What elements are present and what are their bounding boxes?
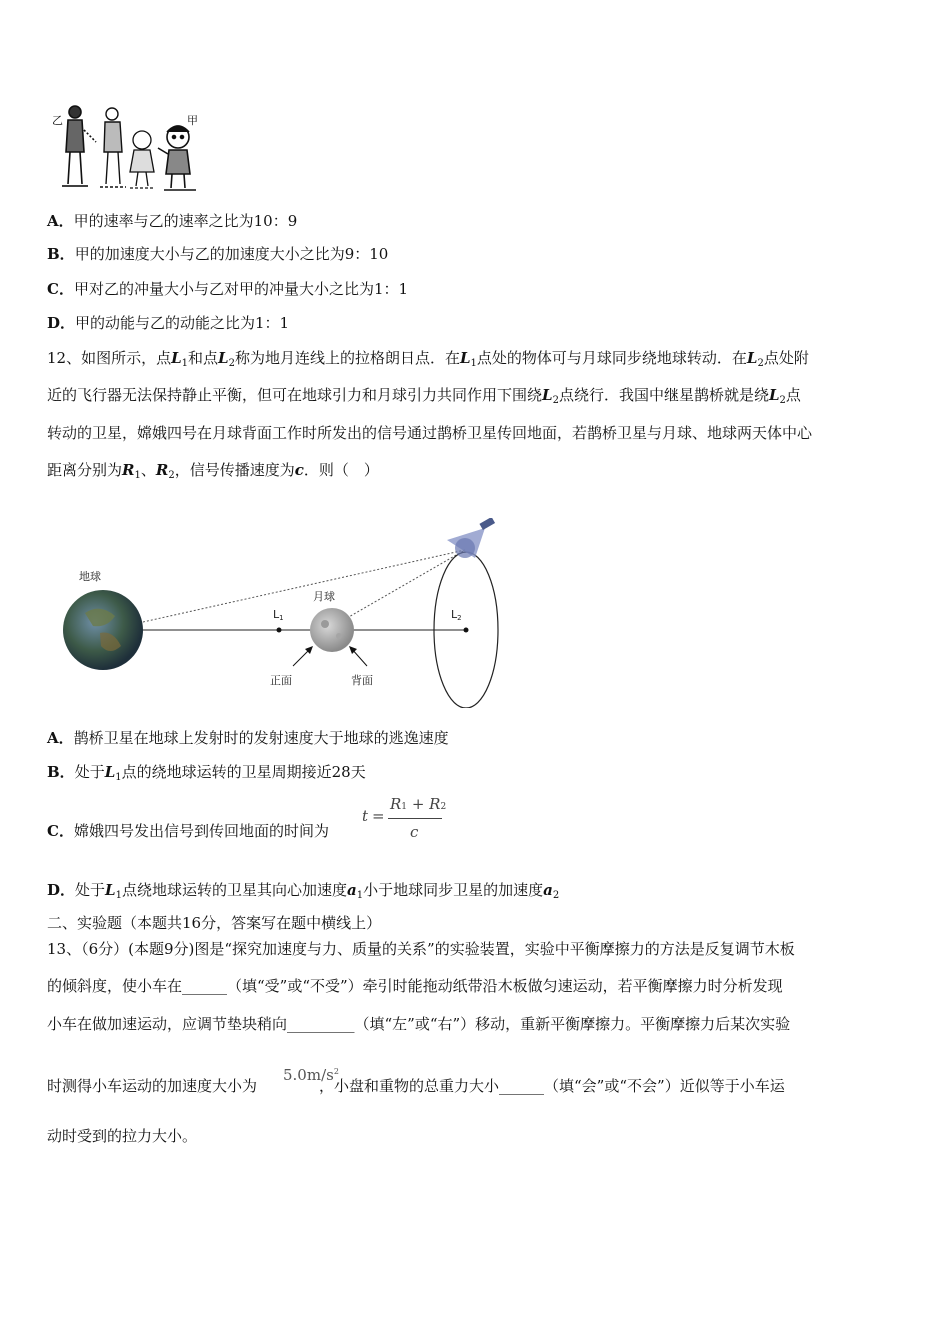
l1-label: L1 xyxy=(273,608,284,622)
q13-line3: 小车在做加速运动，应调节垫块稍向_________（填“左”或“右”）移动，重新平衡摩擦力。平衡摩擦力后某次实验 xyxy=(47,1015,791,1033)
acceleration-value: $5.0m/s^2$ xyxy=(283,1066,339,1084)
front-label: 正面 xyxy=(270,674,292,687)
l1-point xyxy=(277,628,282,633)
q12-stem-line3: 转动的卫星，嫦娥四号在月球背面工作时所发出的信号通过鹊桥卫星传回地面，若鹊桥卫星与月球、地球两天体中心 xyxy=(47,424,813,442)
fraction-bar xyxy=(388,818,442,819)
q13-line5: 动时受到的拉力大小。 xyxy=(47,1127,198,1145)
earth xyxy=(63,590,143,670)
signal-line-moon-relay xyxy=(340,550,465,622)
q13-line2: 的倾斜度，使小车在______（填“受”或“不受”）牵引时能拖动纸带沿木板做匀速运动，若平衡摩擦力时分析发现 xyxy=(47,977,783,995)
earth-label: 地球 xyxy=(79,570,101,583)
q11-option-a: A．甲的速率与乙的速率之比为10：9 xyxy=(47,212,298,230)
q11-option-c: C．甲对乙的冲量大小与乙对甲的冲量大小之比为1：1 xyxy=(47,280,409,298)
q12-stem-line2: 近的飞行器无法保持静止平衡，但可在地球引力和月球引力共同作用下围绕$L_2$点绕行．我国中继星鹊桥就是绕$L_2$点 xyxy=(47,386,801,406)
q12-option-c: C．嫦娥四号发出信号到传回地面的时间为 xyxy=(47,822,329,840)
relay-satellite-icon xyxy=(447,518,495,558)
moon xyxy=(310,608,354,652)
q13-line1: 13、（6分）(本题9分)图是“探究加速度与力、质量的关系”的实验装置，实验中平衡摩擦力的方法是反复调节木板 xyxy=(47,940,795,958)
l2-point xyxy=(464,628,469,633)
section2-title: 二、实验题（本题共16分，答案写在题中横线上） xyxy=(47,914,382,932)
moon-label: 月球 xyxy=(313,590,335,603)
q12-option-a: A．鹊桥卫星在地球上发射时的发射速度大于地球的逃逸速度 xyxy=(47,729,449,747)
label-yi: 乙 xyxy=(52,114,63,127)
signal-line-earth-relay xyxy=(143,550,465,622)
q12-stem-line4: 距离分别为$R_1$、$R_2$，信号传播速度为c．则（ ） xyxy=(47,461,379,481)
back-label: 背面 xyxy=(351,674,373,687)
q12-option-d: D．处于$L_1$点绕地球运转的卫星其向心加速度$a_1$小于地球同步卫星的加速度$a_2$ xyxy=(47,881,560,901)
q12-stem-line1: 12、如图所示，点$L_1$和点$L_2$称为地月连线上的拉格朗日点．在$L_1$点处的物体可与月球同步绕地球转动．在$L_2$点处附 xyxy=(47,349,809,369)
skaters-figure xyxy=(50,102,205,197)
q11-option-d: D．甲的动能与乙的动能之比为1：1 xyxy=(47,314,290,332)
q13-line4: 时测得小车运动的加速度大小为 ，小盘和重物的总重力大小______（填“会”或“不会”）近似等于小车运 xyxy=(47,1077,785,1095)
l2-label: L2 xyxy=(451,608,462,622)
earth-moon-figure xyxy=(55,518,505,708)
q12-option-b: B．处于$L_1$点的绕地球运转的卫星周期接近28天 xyxy=(47,763,366,783)
label-jia: 甲 xyxy=(187,114,198,127)
q11-option-b: B．甲的加速度大小与乙的加速度大小之比为9：10 xyxy=(47,245,389,263)
